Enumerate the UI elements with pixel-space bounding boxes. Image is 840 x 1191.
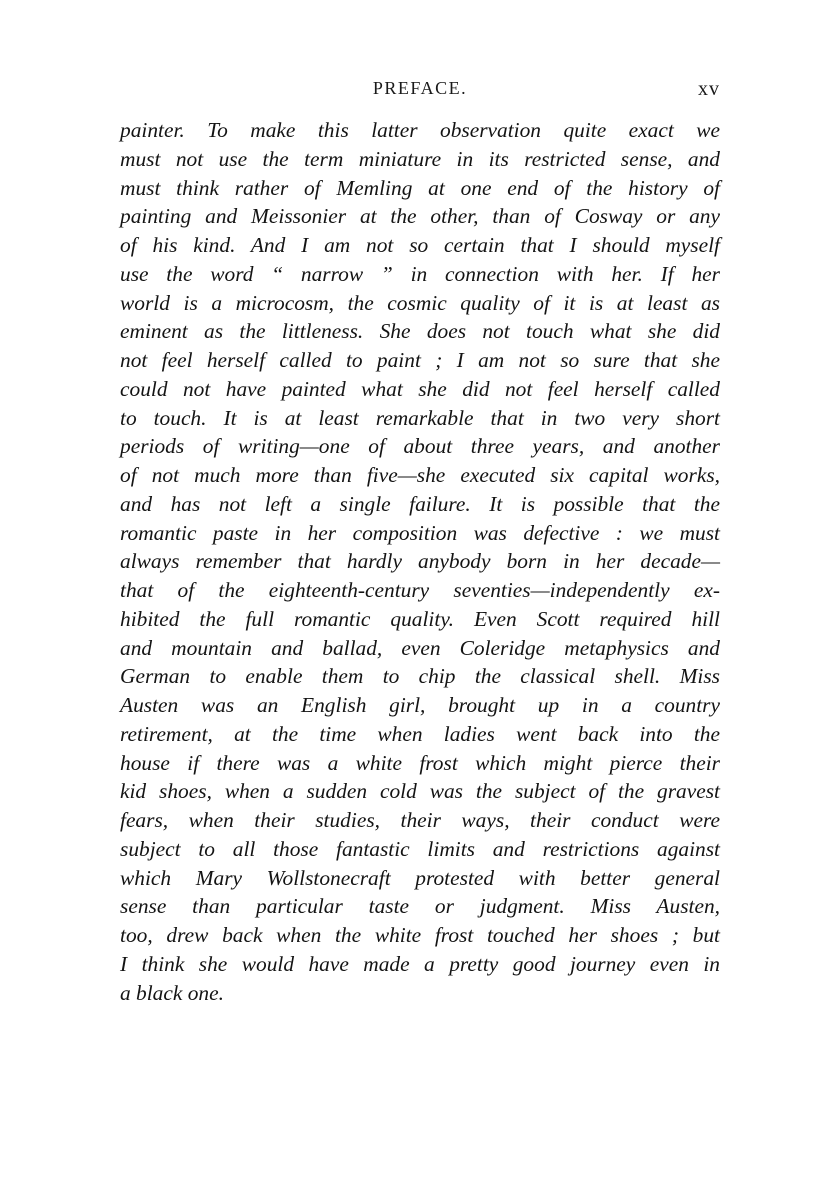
running-head [120, 78, 720, 108]
text-line: I think she would have made a pretty good journey even in [120, 951, 720, 976]
text-line: romantic paste in her composition was defective : we must [120, 520, 720, 545]
text-line: subject to all those fantastic limits and restrictions against [120, 836, 720, 861]
text-line: to touch. It is at least remarkable that in two very short [120, 405, 720, 430]
text-line: retirement, at the time when ladies went back into the [120, 721, 720, 746]
text-line: always remember that hardly anybody born in her decade— [120, 549, 720, 574]
text-line: painting and Meissonier at the other, than of Cosway or any [120, 204, 720, 229]
text-line: German to enable them to chip the classical shell. Miss [120, 664, 720, 689]
body-text [120, 116, 720, 1007]
text-line: too, drew back when the white frost touched her shoes ; but [120, 923, 720, 947]
text-line: of not much more than five—she executed six capital works, [120, 463, 720, 487]
text-line: painter. To make this latter observation quite exact we [120, 118, 720, 142]
text-line: world is a microcosm, the cosmic quality of it is at least as [120, 290, 720, 315]
text-line: Austen was an English girl, brought up in a country [120, 693, 720, 717]
page-number: xv [698, 78, 720, 100]
text-line: that of the eighteenth-century seventies—independently ex- [120, 578, 720, 602]
text-line: fears, when their studies, their ways, their conduct were [120, 808, 720, 832]
text-line: and has not left a single failure. It is possible that the [120, 491, 720, 516]
text-line: hibited the full romantic quality. Even Scott required hill [120, 606, 720, 631]
text-line: not feel herself called to paint ; I am not so sure that she [120, 348, 720, 372]
text-line: could not have painted what she did not feel herself called [120, 376, 720, 401]
text-line: eminent as the littleness. She does not touch what she did [120, 319, 720, 344]
text-line: periods of writing—one of about three years, and another [120, 434, 720, 459]
text-line: use the word “ narrow ” in connection with her. If her [120, 261, 720, 286]
text-line: and mountain and ballad, even Coleridge metaphysics and [120, 635, 720, 660]
text-line: of his kind. And I am not so certain that I should myself [120, 233, 720, 257]
text-line: sense than particular taste or judgment. Miss Austen, [120, 894, 720, 919]
text-line: a black one. [120, 980, 224, 1005]
text-line: which Mary Wollstonecraft protested with better general [120, 865, 720, 890]
text-line: kid shoes, when a sudden cold was the subject of the gravest [120, 779, 720, 804]
text-line: must not use the term miniature in its restricted sense, and [120, 146, 720, 171]
running-title: PREFACE. [372, 78, 468, 98]
text-line: must think rather of Memling at one end of the history of [120, 175, 720, 200]
text-line: house if there was a white frost which might pierce their [120, 750, 720, 775]
